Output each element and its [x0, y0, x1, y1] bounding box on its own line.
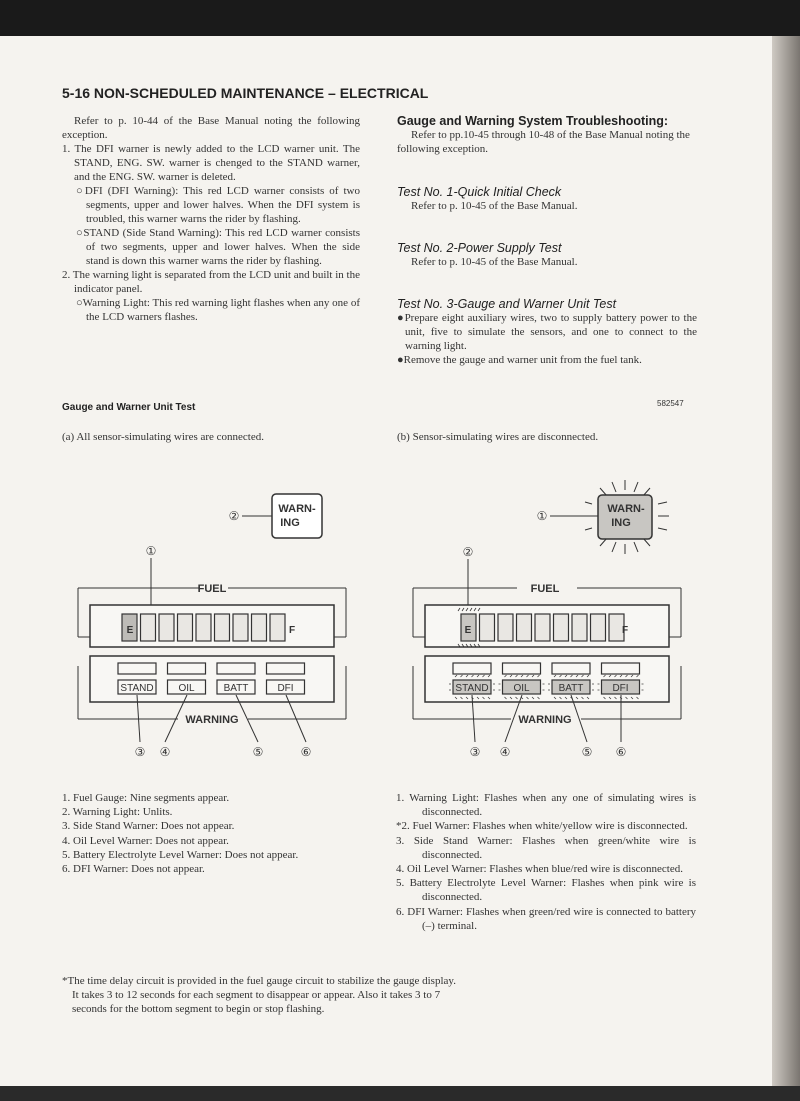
left-item-1b: ○STAND (Side Stand Warning): This red LCD warner consists of two segments, upper and lower halves. When the side stand is down this warner warns the rider by flashing.	[76, 227, 360, 267]
left-item-1: 1. The DFI warner is newly added to the LCD warner unit. The STAND, ENG. SW. warner is chenged to the STAND warner, and the ENG. SW. warner is deleted.	[62, 143, 360, 183]
fuel-segment	[554, 614, 569, 641]
warner-label-batt: BATT	[558, 683, 584, 694]
fuel-segment	[480, 614, 495, 641]
list-b-item: 3. Side Stand Warner: Flashes when green/white wire is disconnected.	[396, 834, 696, 861]
list-a-item: 6. DFI Warner: Does not appear.	[62, 863, 205, 876]
callout-5: ⑤	[252, 745, 264, 759]
figure-title: Gauge and Warner Unit Test	[62, 402, 196, 413]
gauge-b-full: F	[621, 625, 629, 636]
list-a-item: 1. Fuel Gauge: Nine segments appear.	[62, 792, 230, 804]
callout-6: ⑥	[300, 745, 312, 759]
fuel-segment	[498, 614, 513, 641]
list-a-item: 5. Battery Electrolyte Level Warner: Does not appear.	[62, 848, 299, 861]
fuel-segment	[517, 614, 532, 641]
warner-label-dfi: DFI	[277, 683, 294, 694]
warner-upper-segment	[503, 663, 541, 674]
warner-label-stand: STAND	[455, 683, 489, 694]
warning-label-a: WARNING	[185, 714, 239, 726]
list-a-item: 2. Warning Light: Unlits.	[62, 806, 173, 819]
warner-label-oil: OIL	[178, 683, 195, 694]
warn-light-text-2: ING	[280, 517, 300, 529]
gauge-a-empty: E	[126, 625, 134, 636]
diagram-a	[60, 470, 360, 770]
test-3-bullet-1: ●Prepare eight auxiliary wires, two to supply battery power to the unit, five to simulate the sensors, and one to connect to the warning light.	[397, 312, 697, 352]
test-3	[397, 297, 697, 367]
list-a	[62, 791, 372, 876]
warner-upper-segment	[453, 663, 491, 674]
list-b-item: 6. DFI Warner: Flashes when green/red wire is connected to battery (–) terminal.	[396, 905, 696, 932]
fuel-segment	[159, 614, 174, 641]
list-b-item: *2. Fuel Warner: Flashes when white/yellow wire is disconnected.	[396, 820, 688, 833]
callout-5-b: ⑤	[581, 745, 593, 759]
figure-number: 582547	[657, 399, 684, 408]
test-2-text: Refer to p. 10-45 of the Base Manual.	[411, 256, 578, 268]
left-item-2a: ○Warning Light: This red warning light flashes when any one of the LCD warners flashes.	[76, 297, 360, 323]
fuel-label: FUEL	[197, 583, 227, 595]
diagram-b-warning-light	[598, 495, 652, 539]
page-bottom-edge	[0, 1086, 800, 1101]
test-1-title: Test No. 1-Quick Initial Check	[397, 185, 562, 199]
right-column	[397, 114, 697, 156]
fuel-segment	[141, 614, 156, 641]
fuel-segment	[252, 614, 267, 641]
fuel-segment	[572, 614, 587, 641]
warning-label-b: WARNING	[518, 714, 572, 726]
footnote-line-1: *The time delay circuit is provided in the fuel gauge circuit to stabilize the gauge display.	[62, 975, 456, 987]
warner-upper-segment	[602, 663, 640, 674]
callout-3: ③	[134, 745, 146, 759]
left-item-2: 2. The warning light is separated from the LCD unit and built in the indicator panel.	[62, 269, 360, 295]
fuel-segment	[196, 614, 211, 641]
fuel-segment	[270, 614, 285, 641]
gauge-b-empty: E	[464, 625, 472, 636]
warner-upper-segment	[267, 663, 305, 674]
warner-upper-segment	[552, 663, 590, 674]
fuel-segment	[591, 614, 606, 641]
fuel-segment	[233, 614, 248, 641]
callout-2-b: ②	[462, 545, 474, 559]
fuel-gauge-a	[122, 614, 285, 641]
page-edge	[772, 36, 800, 1086]
fuel-segment	[178, 614, 193, 641]
list-b-item: 5. Battery Electrolyte Level Warner: Flashes when pink wire is disconnected.	[396, 877, 696, 904]
list-b-item: 4. Oil Level Warner: Flashes when blue/red wire is disconnected.	[396, 863, 683, 876]
caption-b: (b) Sensor-simulating wires are disconnected.	[397, 431, 599, 443]
test-3-title: Test No. 3-Gauge and Warner Unit Test	[397, 297, 617, 311]
test-1	[397, 185, 697, 213]
warner-upper-segment	[217, 663, 255, 674]
list-b-item: 1. Warning Light: Flashes when any one of simulating wires is disconnected.	[396, 792, 696, 819]
left-column	[62, 114, 360, 324]
fuel-label-b: FUEL	[530, 583, 560, 595]
warn-light-text-2-b: ING	[611, 517, 631, 529]
test-3-bullet-2: ●Remove the gauge and warner unit from the fuel tank.	[397, 354, 642, 366]
test-1-text: Refer to p. 10-45 of the Base Manual.	[411, 200, 578, 212]
warner-upper-segment	[168, 663, 206, 674]
warner-upper-segment	[118, 663, 156, 674]
callout-1: ①	[145, 544, 157, 558]
fuel-gauge-b	[458, 608, 624, 647]
list-a-item: 4. Oil Level Warner: Does not appear.	[62, 834, 229, 847]
list-a-item: 3. Side Stand Warner: Does not appear.	[62, 820, 235, 833]
warner-label-oil: OIL	[513, 683, 530, 694]
diagram-a-warning-light	[272, 494, 322, 538]
callout-1-b: ①	[536, 509, 548, 523]
list-b	[396, 791, 696, 933]
troubleshooting-intro: Refer to pp.10-45 through 10-48 of the Base Manual noting the following exception.	[397, 129, 690, 155]
fuel-segment	[215, 614, 230, 641]
footnote	[62, 974, 682, 1017]
caption-a: (a) All sensor-simulating wires are connected.	[62, 431, 264, 443]
callout-3-b: ③	[469, 745, 481, 759]
left-intro: Refer to p. 10-44 of the Base Manual noting the following exception.	[62, 115, 360, 141]
callout-4-b: ④	[499, 745, 511, 759]
callout-4: ④	[159, 745, 171, 759]
callout-6-b: ⑥	[615, 745, 627, 759]
warn-light-text-1-b: WARN-	[607, 503, 645, 515]
gauge-a-full: F	[288, 625, 296, 636]
footnote-line-2: It takes 3 to 12 seconds for each segment to disappear or appear. Also it takes 3 to 7	[72, 989, 441, 1002]
page-title: 5-16 NON-SCHEDULED MAINTENANCE – ELECTRICAL	[62, 85, 429, 101]
fuel-segment	[535, 614, 550, 641]
diagram-b	[395, 470, 695, 770]
callout-2: ②	[228, 509, 240, 523]
left-item-1a: ○DFI (DFI Warning): This red LCD warner consists of two segments, upper and lower halves. When the DFI system is troubled, this warner warns the rider by flashing.	[76, 185, 360, 225]
troubleshooting-title: Gauge and Warning System Troubleshooting:	[397, 114, 669, 128]
test-2	[397, 241, 697, 269]
warner-label-stand: STAND	[120, 683, 154, 694]
test-2-title: Test No. 2-Power Supply Test	[397, 241, 562, 255]
warner-label-dfi: DFI	[612, 683, 629, 694]
warn-light-text-1: WARN-	[278, 503, 316, 515]
warner-label-batt: BATT	[223, 683, 249, 694]
footnote-line-3: seconds for the bottom segment to begin or stop flashing.	[72, 1003, 325, 1016]
